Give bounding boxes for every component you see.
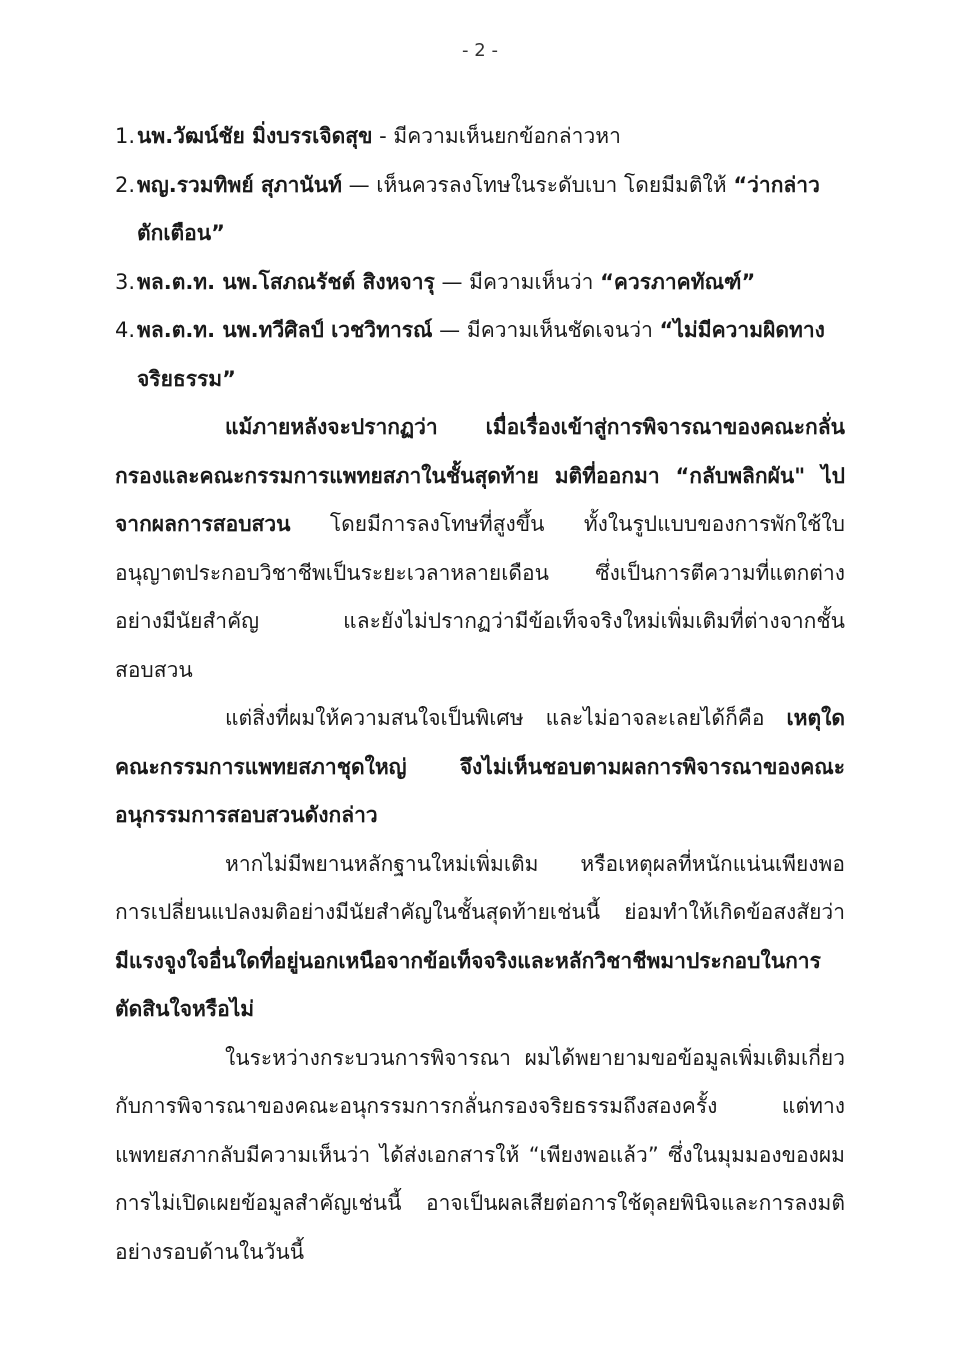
body-text: โดยมีการลงโทษที่สูงขึ้น ทั้งในรูปแบบของการพักใช้ใบอนุญาตประกอบวิชาชีพเป็นระยะเวลาหลายเดือน ซึ่งเป็นการตีความที่แตกต่างอย่างมีนัยสำคัญ และยังไม่ปรากฏว่ามีข้อเท็จจริงใหม่เพิ่มเติมที่ต่างจากชั้นสอบสวน (115, 512, 845, 682)
bold-text: แม้ภายหลังจะปรากฏว่า เมื่อเรื่องเข้าสู่การพิจารณาของคณะกลั่นกรองและคณะกรรมการแพทยสภาในชั้นสุดท้าย มติที่ออกมา “กลับพลิกผัน" ไปจากผลการสอบสวน (115, 415, 845, 536)
paragraph (115, 694, 845, 840)
list-item (115, 258, 845, 307)
person-name: พล.ต.ท. นพ.โสภณรัชต์ สิงหจารุ (137, 269, 435, 294)
person-name: พญ.รวมทิพย์ สุภานันท์ (137, 172, 342, 197)
paragraph (115, 840, 845, 1034)
body-text: แต่สิ่งที่ผมให้ความสนใจเป็นพิเศษ และไม่อาจละเลยได้ก็คือ (225, 706, 787, 730)
verdict-text: “ว่ากล่าว (733, 172, 820, 197)
list-item (115, 112, 845, 161)
person-name: นพ.วัฒน์ชัย มิ่งบรรเจิดสุข (137, 124, 373, 148)
verdict-continuation: จริยธรรม” (137, 366, 236, 391)
paragraph (115, 1034, 845, 1277)
verdict-continuation: ตักเตือน” (137, 221, 225, 245)
list-number: 3. (115, 269, 136, 294)
opinion-text: — มีความเห็นว่า (434, 269, 601, 294)
list-number: 1. (115, 124, 136, 148)
document-body (115, 112, 845, 1276)
paragraph (115, 403, 845, 694)
list-number: 4. (115, 318, 136, 342)
list-number: 2. (115, 172, 136, 197)
opinion-text: — มีความเห็นชัดเจนว่า (432, 318, 660, 342)
body-text: ในระหว่างกระบวนการพิจารณา ผมได้พยายามขอข้อมูลเพิ่มเติมเกี่ยวกับการพิจารณาของคณะอนุกรรมการกลั่นกรองจริยธรรมถึงสองครั้ง แต่ทางแพทยสภากลับมีความเห็นว่า ได้ส่งเอกสารให้ “เพียงพอแล้ว” ซึ่งในมุมมองของผม การไม่เปิดเผยข้อมูลสำคัญเช่นนี้ อาจเป็นผลเสียต่อการใช้ดุลยพินิจและการลงมติอย่างรอบด้านในวันนี้ (115, 1045, 845, 1264)
opinion-text: - มีความเห็นยกข้อกล่าวหา (372, 124, 621, 148)
bold-text: มีแรงจูงใจอื่นใดที่อยู่นอกเหนือจากข้อเท็จจริงและหลักวิชาชีพมาประกอบในการตัดสินใจหรือไม่ (115, 948, 821, 1021)
person-name: พล.ต.ท. นพ.ทวีศิลป์ เวชวิทารณ์ (137, 318, 433, 342)
verdict-text: “ควรภาคทัณฑ์” (600, 269, 756, 294)
list-item (115, 306, 845, 403)
bold-text: เหตุใดคณะกรรมการแพทยสภาชุดใหญ่ จึงไม่เห็นชอบตามผลการพิจารณาของคณะอนุกรรมการสอบสวนดังกล่าว (115, 706, 845, 827)
page-number: - 2 - (462, 40, 498, 61)
list-item (115, 161, 845, 258)
opinion-text: — เห็นควรลงโทษในระดับเบา โดยมีมติให้ (341, 172, 734, 197)
body-text: หากไม่มีพยานหลักฐานใหม่เพิ่มเติม หรือเหตุผลที่หนักแน่นเพียงพอ การเปลี่ยนแปลงมติอย่างมีนัยสำคัญในชั้นสุดท้ายเช่นนี้ ย่อมทำให้เกิดข้อสงสัยว่า (115, 851, 845, 924)
verdict-text: “ไม่มีความผิดทาง (659, 318, 825, 342)
